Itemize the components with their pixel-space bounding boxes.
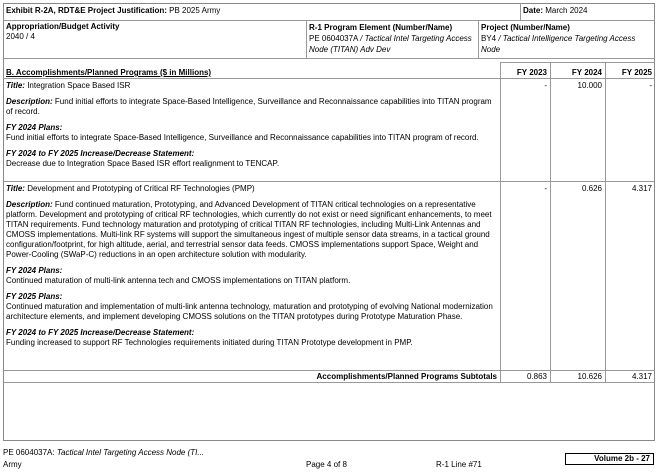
item-body (3, 79, 500, 177)
item-block: FY 2025 Plans: Continued maturation and implementation of multi-link antenna technology, maturation and prototyping of evolving National modernization architecture elements, and implement developing CMOSS solutions on the TITAN prototypes during Prototype Maturation Phase. (6, 292, 493, 321)
footer-r1-line: R-1 Line #71 (436, 460, 482, 469)
subtotal-fy2025: 4.317 (631, 372, 652, 381)
footer-pe: PE 0604037A: Tactical Intel Targeting Access Node (TI... (3, 448, 205, 457)
project: Project (Number/Name) BY4 / Tactical Intelligence Targeting Access Node (481, 23, 636, 54)
item-value-fy2025: 4.317 (631, 184, 652, 193)
appropriation: Appropriation/Budget Activity 2040 / 4 (6, 22, 120, 41)
item-block: FY 2024 to FY 2025 Increase/Decrease Statement: Decrease due to Integration Space Based ISR effort realignment to TENCAP. (6, 149, 280, 168)
item-block: FY 2024 Plans: Continued maturation of multi-link antenna tech and CMOSS implementations on TITAN platform. (6, 266, 351, 285)
footer-page: Page 4 of 8 (306, 460, 347, 469)
footer-volume: Volume 2b - 27 (565, 453, 654, 465)
item-body (3, 182, 500, 356)
item-value-fy2023: - (544, 184, 547, 193)
item-title: Title: Integration Space Based ISR (6, 81, 131, 90)
item-value-fy2024: 10.000 (577, 81, 602, 90)
item-value-fy2025: - (649, 81, 652, 90)
exhibit-title: Exhibit R-2A, RDT&E Project Justification: PB 2025 Army (6, 6, 221, 15)
section-title: B. Accomplishments/Planned Programs ($ in Millions) (6, 68, 212, 77)
item-block: Description: Fund initial efforts to integrate Space-Based Intelligence, Surveillance and Reconnaissance capabilities into TITAN program of record. (6, 97, 492, 116)
date: Date: March 2024 (523, 6, 588, 15)
subtotal-fy2023: 0.863 (526, 372, 547, 381)
col-fy2023: FY 2023 (516, 68, 547, 77)
col-fy2024: FY 2024 (571, 68, 602, 77)
subtotal-label: Accomplishments/Planned Programs Subtotals (316, 372, 497, 381)
item-value-fy2023: - (544, 81, 547, 90)
program-element: R-1 Program Element (Number/Name) PE 0604037A / Tactical Intel Targeting Access Node (TITAN) Adv Dev (309, 23, 472, 54)
footer-org: Army (3, 460, 22, 469)
item-block: FY 2024 to FY 2025 Increase/Decrease Statement: Funding increased to support RF Technologies requirements initiated during TITAN Prototype development in PMP. (6, 328, 413, 347)
item-value-fy2024: 0.626 (581, 184, 602, 193)
item-block: Description: Fund continued maturation, Prototyping, and Advanced Development of TITAN critical technologies on a representative platform. Development and prototyping of critical RF technologies, which currently do not exist or need significant enhancements, to meet TITAN requirements. Fund technology maturation and prototyping of critical TITAN RF technologies, including Multi-Link Antennas and CMOSS implementations. Multi-link RF systems will support the simultaneous ingest of multiple sensor data streams, in a tactical ground configuration/footprint, for high altitude, aerial, and terrestrial sensor data feeds. CMOSS implementations support Space, Weight and Power-Cooling (SWaP-C) reductions in an open architecture solution with modularity. (6, 200, 492, 259)
item-block: FY 2024 Plans: Fund initial efforts to integrate Space-Based Intelligence, Surveillance and Reconnaissance capabilities into TITAN program of record. (6, 123, 479, 142)
item-title: Title: Development and Prototyping of Critical RF Technologies (PMP) (6, 184, 255, 193)
subtotal-fy2024: 10.626 (577, 372, 602, 381)
col-fy2025: FY 2025 (621, 68, 652, 77)
